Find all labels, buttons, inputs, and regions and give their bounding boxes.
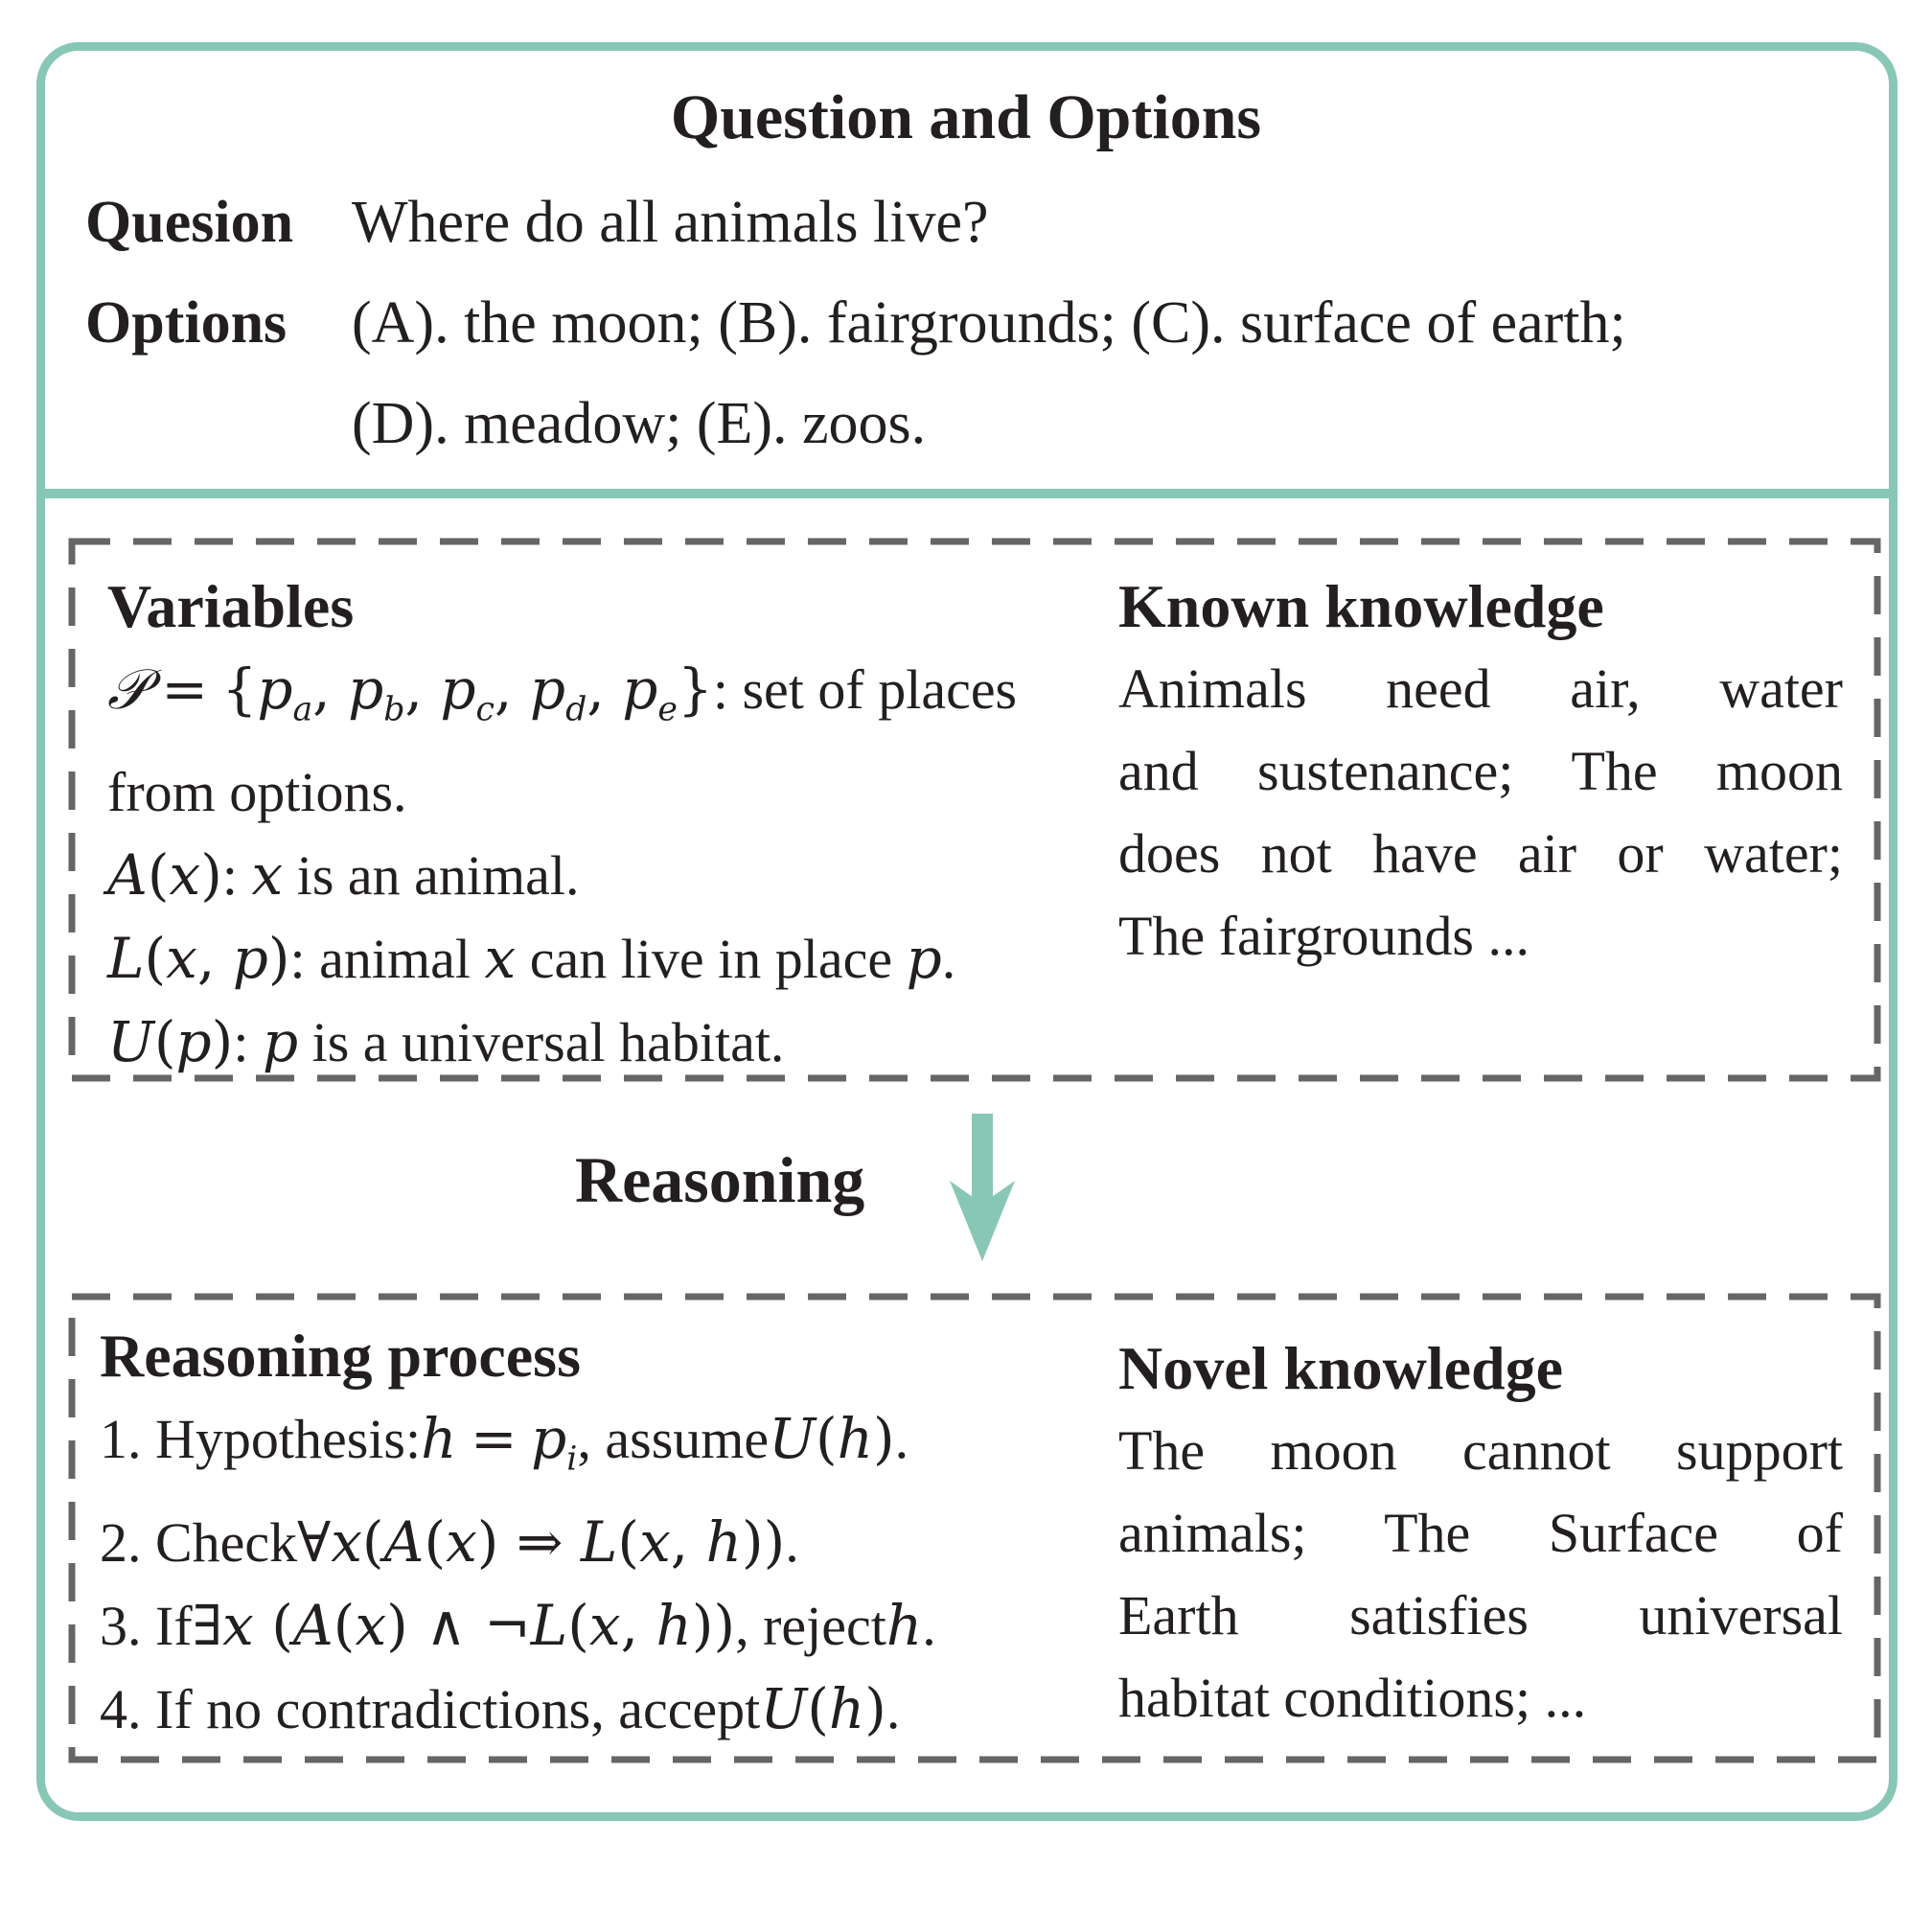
novel-line-3: Earth satisfies universal <box>1118 1584 1843 1646</box>
options-line-1: (A). the moon; (B). fairgrounds; (C). surface of earth; <box>352 290 1626 356</box>
known-line-2: and sustenance; The moon <box>1118 740 1843 802</box>
variable-p-desc-2: from options. <box>107 760 407 823</box>
novel-knowledge-heading: Novel knowledge <box>1118 1334 1563 1402</box>
process-step-2-text: 2. Check <box>100 1510 298 1574</box>
variables-heading: Variables <box>107 572 355 640</box>
known-line-1: Animals need air, water <box>1118 657 1843 720</box>
options-row-2 <box>85 390 1906 467</box>
process-step-3: 3. If∃x (A(x) ∧ ¬L(x, h)), rejecth. <box>100 1592 936 1658</box>
variable-a-desc: is an animal. <box>283 843 580 907</box>
variable-u: U(p): p is a universal habitat. <box>107 1008 785 1074</box>
novel-line-2: animals; The Surface of <box>1118 1502 1843 1564</box>
options-label: Options <box>85 290 288 356</box>
question-row <box>85 189 1906 265</box>
variables-column <box>107 565 1094 1084</box>
known-knowledge-heading: Known knowledge <box>1118 572 1604 640</box>
process-step-4: 4. If no contradictions, acceptU(h). <box>100 1675 901 1741</box>
process-step-1-text-b: , assume <box>577 1408 770 1470</box>
variable-u-desc: is a universal habitat. <box>298 1010 785 1073</box>
down-arrow-icon <box>944 1112 1021 1265</box>
known-knowledge-column <box>1118 565 1843 978</box>
options-row <box>85 289 1906 366</box>
variable-l-desc-1: : animal <box>289 927 485 990</box>
novel-line-1: The moon cannot support <box>1118 1419 1843 1482</box>
variable-l: L(x, p): animal x can live in place p. <box>107 925 956 991</box>
reasoning-label: Reasoning <box>575 1143 865 1216</box>
novel-knowledge-column <box>1118 1327 1843 1739</box>
question-text: Where do all animals live? <box>352 190 989 255</box>
process-step-3-text-b: , reject <box>735 1594 886 1657</box>
process-step-1: 1. Hypothesis:h = $p_i$, assumeU(h). <box>100 1406 909 1479</box>
novel-line-4: habitat conditions; ... <box>1118 1667 1587 1729</box>
variable-a: A(x): x is an animal. <box>107 841 580 908</box>
options-line-2: (D). meadow; (E). zoos. <box>352 391 927 456</box>
reasoning-process-column <box>100 1315 1106 1751</box>
known-line-4: The fairgrounds ... <box>1118 905 1530 967</box>
variable-p-desc: : set of places <box>712 658 1018 721</box>
question-options-title: Question and Options <box>670 82 1262 152</box>
process-step-3-text: 3. If <box>100 1594 193 1657</box>
process-step-2: 2. Check∀x(A(x) ⇒ L(x, h)). <box>100 1508 799 1575</box>
known-line-3: does not have air or water; <box>1118 822 1843 885</box>
question-label: Quesion <box>85 190 294 255</box>
variable-l-desc-2: can live in place <box>516 927 907 990</box>
section-divider <box>40 489 1894 498</box>
process-step-1-text: 1. Hypothesis: <box>100 1408 422 1470</box>
process-step-4-text: 4. If no contradictions, accept <box>100 1677 761 1740</box>
reasoning-process-heading: Reasoning process <box>100 1322 581 1390</box>
variable-p: 𝒫 = {$p_a$, $p_b$, $p_c$, $p_d$, $p_e$}: set of places <box>107 656 1018 729</box>
